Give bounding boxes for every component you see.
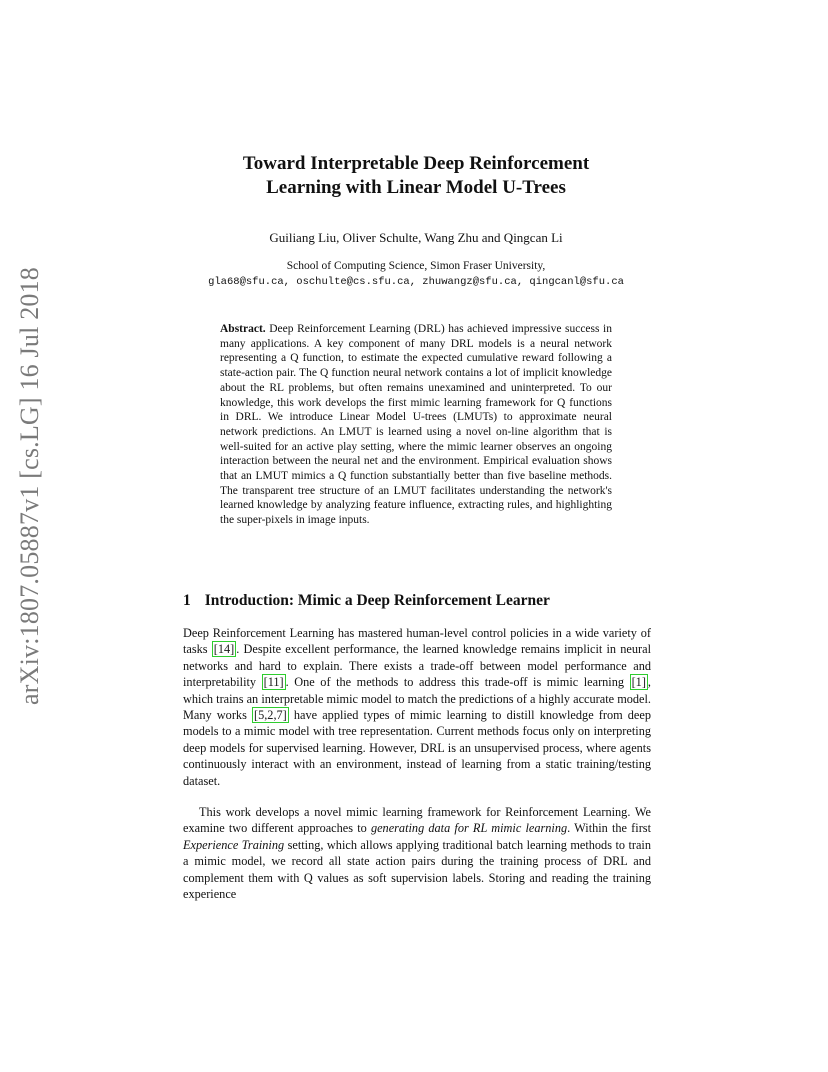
emphasis-text: generating data for RL mimic learning xyxy=(370,821,568,836)
author-emails: gla68@sfu.ca, oschulte@cs.sfu.ca, zhuwangz@sfu.ca, qingcanl@sfu.ca xyxy=(208,276,624,288)
section-number: 1 xyxy=(183,592,191,609)
text-run: have applied types of mimic learning to distill knowledge from deep models to a mimic model with tree representation. Current methods focus only on interpreting deep models for supervised learning. However, DRL is an unsupervised process, where agents continuously interact with an environment, instead of learning from a static training/testing dataset. xyxy=(183,708,651,788)
text-run: . One of the methods to address this trade-off is mimic learning xyxy=(285,675,630,690)
abstract xyxy=(220,322,612,528)
title-line-2: Learning with Linear Model U-Trees xyxy=(266,177,566,198)
author-list: Guiliang Liu, Oliver Schulte, Wang Zhu and Qingcan Li xyxy=(269,230,563,245)
citation-link[interactable]: [14] xyxy=(213,642,235,657)
title-line-1: Toward Interpretable Deep Reinforcement xyxy=(242,153,590,174)
arxiv-identifier-text: arXiv:1807.05887v1 [cs.LG] 16 Jul 2018 xyxy=(15,267,44,705)
affiliation: School of Computing Science, Simon Fraser University, xyxy=(286,260,546,272)
text-run: . Despite excellent performance, the learned knowledge remains implicit in neural networks and hard to explain. There exists a trade-off between model performance and interpretability xyxy=(183,642,651,690)
affiliation-block xyxy=(150,258,682,290)
text-run: This work develops a novel mimic learning framework for Reinforcement Learning. We examine two different approaches to xyxy=(183,805,651,836)
section-title: Introduction: Mimic a Deep Reinforcement Learner xyxy=(204,592,550,609)
citation-link[interactable]: [1] xyxy=(631,675,646,690)
arxiv-identifier-stamp xyxy=(8,267,52,705)
paper-title xyxy=(150,152,682,200)
text-run: . Within the first xyxy=(567,821,651,836)
citation-link[interactable]: [5,2,7] xyxy=(253,708,287,723)
citation-link[interactable]: [11] xyxy=(263,675,284,690)
abstract-text: Deep Reinforcement Learning (DRL) has achieved impressive success in many applications. A key component of many DRL models is a neural network representing a Q function, to estimate the expected cumulative reward following a state-action pair. The Q function neural network contains a lot of implicit knowledge about the RL problems, but often remains unexamined and uninterpreted. To our knowledge, this work develops the first mimic learning framework for Q functions in DRL. We introduce Linear Model U-trees (LMUTs) to approximate neural network predictions. An LMUT is learned using a novel on-line algorithm that is well-suited for an active play setting, where the mimic learner observes an ongoing interaction between the neural net and the environment. Empirical evaluation shows that an LMUT mimics a Q function substantially better than five baseline methods. The transparent tree structure of an LMUT facilitates understanding the network's learned knowledge by analyzing feature influence, extracting rules, and highlighting the super-pixels in image inputs. xyxy=(220,323,613,527)
abstract-label: Abstract. xyxy=(220,323,266,335)
intro-paragraph-2 xyxy=(183,804,651,902)
emphasis-text: Experience Training xyxy=(183,837,285,852)
intro-paragraph-1 xyxy=(183,625,651,789)
section-heading xyxy=(183,592,550,610)
text-run: Deep Reinforcement Learning has mastered human-level control policies in a wide variety of tasks xyxy=(183,626,651,657)
text-run: , which trains an interpretable mimic model to match the predictions of a highly accurate model. Many works xyxy=(183,675,651,723)
text-run: setting, which allows applying traditional batch learning methods to train a mimic model, we record all state action pairs during the training process of DRL and complement them with Q values as soft supervision labels. Storing and reading the training experience xyxy=(183,837,651,902)
